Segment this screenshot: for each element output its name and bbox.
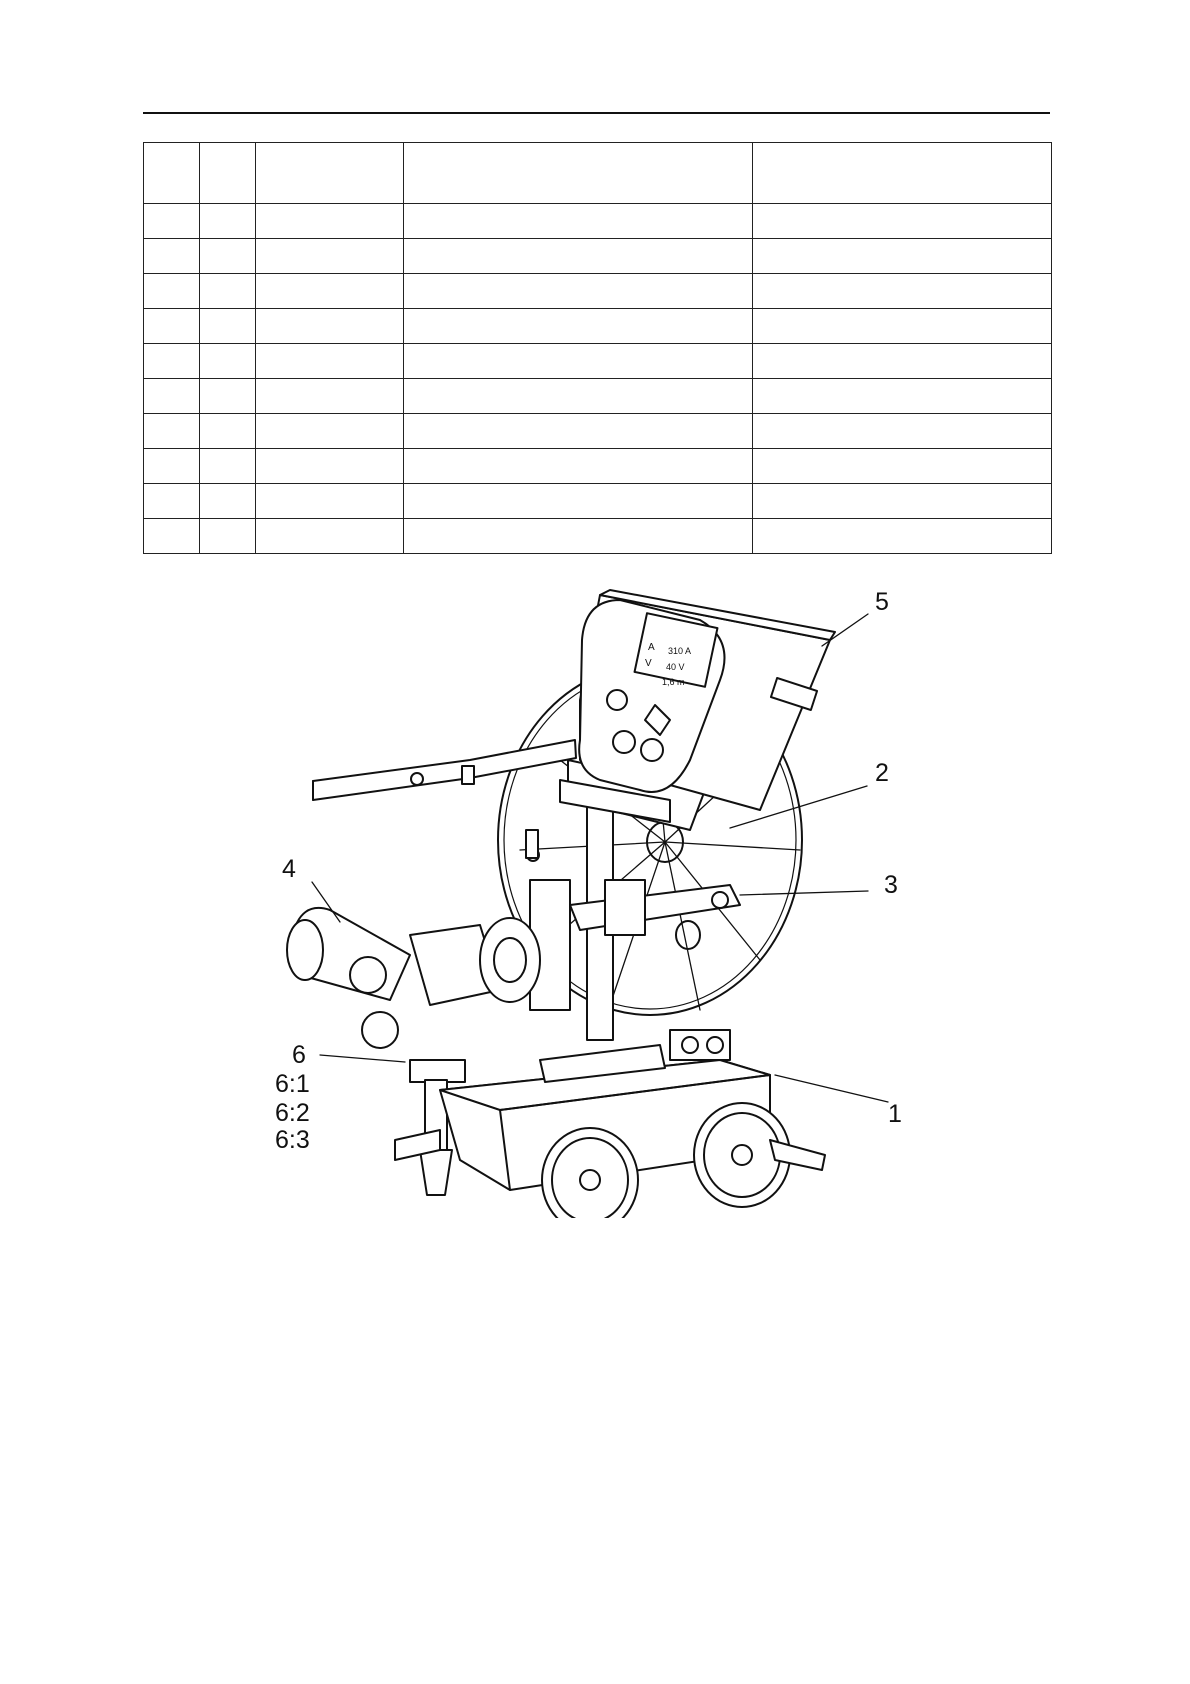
table-cell (144, 449, 200, 484)
welding-carriage-drawing (270, 578, 910, 1218)
table-cell (404, 344, 753, 379)
table-cell (256, 484, 404, 519)
table-cell (200, 204, 256, 239)
table-cell (200, 484, 256, 519)
callout-6-3: 6:3 (275, 1126, 310, 1154)
header-cell (256, 143, 404, 204)
table-cell (404, 484, 753, 519)
table-cell (200, 519, 256, 554)
table-row (144, 344, 1052, 379)
table-cell (256, 344, 404, 379)
table-row (144, 309, 1052, 344)
callout-1: 1 (888, 1100, 902, 1128)
table-cell (753, 344, 1052, 379)
table-cell (144, 309, 200, 344)
callout-4: 4 (282, 855, 296, 883)
table-cell (753, 519, 1052, 554)
table-row (144, 519, 1052, 554)
table-cell (144, 519, 200, 554)
table-cell (753, 274, 1052, 309)
table-row (144, 204, 1052, 239)
table-cell (753, 484, 1052, 519)
display-a-value: 310 A (668, 646, 692, 656)
callout-3: 3 (884, 871, 898, 899)
table-cell (404, 379, 753, 414)
table-cell (753, 239, 1052, 274)
control-box (579, 590, 835, 810)
table-cell (404, 519, 753, 554)
table-cell (753, 204, 1052, 239)
display-wire-value: 1,6 m (662, 677, 685, 687)
header-rule (143, 112, 1050, 114)
table-cell (256, 204, 404, 239)
table-row (144, 414, 1052, 449)
display-v-value: 40 V (666, 662, 685, 672)
header-cell (404, 143, 753, 204)
table-row (144, 239, 1052, 274)
table-cell (404, 274, 753, 309)
table-cell (256, 449, 404, 484)
table-row (144, 449, 1052, 484)
header-cell (753, 143, 1052, 204)
table-cell (144, 484, 200, 519)
header-cell (144, 143, 200, 204)
table-cell (200, 414, 256, 449)
callout-6-1: 6:1 (275, 1070, 310, 1098)
table-cell (753, 449, 1052, 484)
table-cell (256, 519, 404, 554)
table-cell (256, 414, 404, 449)
table-cell (256, 309, 404, 344)
callout-2: 2 (875, 759, 889, 787)
table-cell (144, 414, 200, 449)
table-cell (200, 449, 256, 484)
table-row (144, 274, 1052, 309)
table-cell (256, 274, 404, 309)
table-cell (753, 379, 1052, 414)
table-row (144, 484, 1052, 519)
table-cell (404, 449, 753, 484)
parts-table (143, 142, 1052, 554)
table-cell (144, 344, 200, 379)
table-cell (404, 239, 753, 274)
table-cell (144, 239, 200, 274)
table-cell (753, 309, 1052, 344)
table-cell (404, 204, 753, 239)
table-cell (753, 414, 1052, 449)
table-cell (256, 239, 404, 274)
table-header-row (144, 143, 1052, 204)
header-cell (200, 143, 256, 204)
callout-5: 5 (875, 588, 889, 616)
callout-6-2: 6:2 (275, 1099, 310, 1127)
table-cell (404, 414, 753, 449)
table-cell (256, 379, 404, 414)
table-cell (200, 309, 256, 344)
table-cell (200, 274, 256, 309)
cross-slide (526, 830, 740, 1010)
table-cell (144, 379, 200, 414)
table-cell (144, 204, 200, 239)
table-cell (200, 379, 256, 414)
table-cell (144, 274, 200, 309)
display-a-label: A (648, 642, 655, 653)
handle-bar (313, 740, 576, 800)
table-cell (404, 309, 753, 344)
display-v-label: V (645, 658, 652, 669)
table-row (144, 379, 1052, 414)
callout-6: 6 (292, 1041, 306, 1069)
table-cell (200, 344, 256, 379)
table-cell (200, 239, 256, 274)
